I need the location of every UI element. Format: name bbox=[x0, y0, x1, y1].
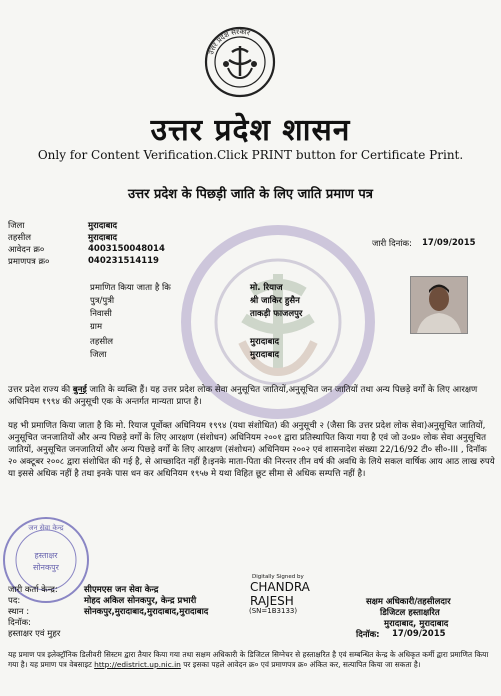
field-label-application-no: आवेदन क्र० bbox=[8, 245, 45, 255]
applicant-name: मो. रियाज bbox=[250, 283, 283, 293]
certify-intro: प्रमाणित किया जाता है कि bbox=[90, 283, 171, 293]
applicant-photo bbox=[410, 276, 468, 334]
footer-note bbox=[8, 650, 496, 670]
issue-date-label: जारी दिनांक: bbox=[372, 239, 412, 249]
label-tehsil-2: तहसील bbox=[90, 337, 114, 347]
field-value-tehsil: मुरादाबाद bbox=[88, 233, 118, 243]
para1-start: उत्तर प्रदेश राज्य की bbox=[8, 385, 71, 395]
field-label-district: जिला bbox=[8, 221, 25, 231]
signature-seal-label: हस्ताक्षर एवं मुहर bbox=[8, 629, 61, 639]
signer-name-first: CHANDRA bbox=[250, 580, 310, 594]
field-label-certificate-no: प्रमाणपत्र क्र० bbox=[8, 257, 50, 267]
authority-title: सक्षम अधिकारी/तहसीलदार bbox=[366, 597, 451, 607]
footer-url[interactable]: http://edistrict.up.nic.in bbox=[94, 660, 181, 669]
person-photo-icon bbox=[411, 277, 467, 333]
field-value-application-no: 4003150048014 bbox=[88, 244, 165, 254]
place-value: सोनकपुर,मुरादाबाद,मुरादाबाद,मुरादाबाद bbox=[84, 607, 209, 617]
emblem-text: उत्तर प्रदेश सरकार bbox=[207, 27, 251, 56]
body-paragraph-1 bbox=[8, 384, 496, 408]
field-value-certificate-no: 040231514119 bbox=[88, 256, 159, 266]
body-paragraph-2: यह भी प्रमाणित किया जाता है कि मो. रियाज पूर्वोक्त अधिनियम १९९४ (यथा संशोधित) की अनुसूची २ (जैसा कि उत्तर प्रदेश लोक सेवा)अनुसूचित जातियों, अनुसूचित जनजातियों और अन्य पिछड़े वर्गों के लिए आरक्षण (संशोधन) अधिनियम २००१ द्वारा प्रतिस्थापित किया गया है एवं जो उ०प्र० लोक सेवा अनुसूचित जातियों, अनुसूचित जनजातियों और अन्य पिछड़े वर्गों के लिए आरक्षण (संशोधन) अधिनियम २००२ एवं शासनादेश संख्या 22/16/92 टी० सी०-III , दिनॉक २० अक्टूबर २००८ द्वारा संशोधित की गई है, से आच्छादित नहीं है।इनके माता-पिता की निरन्तर तीन वर्ष की अवधि के लिये सकल वार्षिक आय आठ लाख रुपये या इससे अधिक नहीं है तथा इनके पास धन कर अधिनियम १९५७ मे यथा विहित छूट सीमा से अधिक सम्पत्ति नहीं है। bbox=[8, 421, 495, 480]
issuer-label: जारी कर्ता केन्द्र: bbox=[8, 585, 58, 595]
digital-signature-caption: Digitally Signed by bbox=[252, 574, 304, 580]
stamp-line2: हस्ताक्षर bbox=[34, 551, 58, 560]
place-label: स्थान : bbox=[8, 607, 30, 617]
up-government-emblem-icon bbox=[202, 24, 278, 100]
issuer-date-label: दिनॉक: bbox=[8, 618, 32, 628]
field-value-district: मुरादाबाद bbox=[88, 221, 118, 231]
authority-digital: डिजिटल हस्ताक्षरित bbox=[380, 608, 440, 618]
value-tehsil-2: मुरादाबाद bbox=[250, 337, 280, 347]
post-value: मोहद अकिल सोनकपुर, केन्द्र प्रभारी bbox=[84, 596, 197, 606]
footer-line1: यह प्रमाण पत्र इलेक्ट्रॉनिक डिलीवरी सिस्टम द्वारा तैयार किया गया तथा सक्षम अधिकारी के डिजिटल सिग्नेचर से हस्ताक्षरित है एवं सम्बन्धित केन्द्र के अधिकृत कर्मी द्वारा प्रमाणित किया गया है। यह प्रमाण पत्र वेबसाइट bbox=[8, 650, 489, 669]
post-label: पद: bbox=[8, 596, 21, 606]
authority-date-value: 17/09/2015 bbox=[392, 629, 446, 639]
footer-line2: पर इसका पहले आवेदन क्र० एवं प्रमाणपत्र क्र० अंकित कर, सत्यापित किया जा सकता है। bbox=[183, 660, 421, 669]
authority-place: मुरादाबाद, मुरादाबाद bbox=[384, 619, 449, 629]
caste-name: बुनई bbox=[72, 385, 87, 395]
stamp-line3: सोनकपुर bbox=[33, 563, 59, 572]
label-residence: निवासी bbox=[90, 309, 112, 319]
label-district-2: जिला bbox=[90, 350, 107, 360]
issuer-value: सीएमएस जन सेवा केन्द्र bbox=[84, 585, 159, 595]
signer-serial: (SN=1B3133) bbox=[249, 607, 298, 615]
authority-date-label: दिनॉक: bbox=[356, 630, 380, 640]
label-village: ग्राम bbox=[90, 322, 103, 332]
signer-name-last: RAJESH bbox=[250, 594, 294, 608]
value-district-2: मुरादाबाद bbox=[250, 350, 280, 360]
label-parent: पुत्र/पुत्री bbox=[90, 296, 115, 306]
stamp-line1: जन सेवा केन्द्र bbox=[28, 524, 64, 532]
value-residence: ताकड़ी फाजलपुर bbox=[250, 309, 303, 319]
para1-rest: जाति के व्यक्ति हैं। यह उत्तर प्रदेश लोक सेवा अनुसूचित जातियों,अनुसूचित जन जातियों तथा अन्य पिछड़े वर्गों के लिए आरक्षण अधिनियम १९९४ की अनुसूची एक के अन्तर्गत मान्यता प्राप्त है। bbox=[8, 385, 478, 408]
value-parent: श्री जाकिर हुसैन bbox=[250, 296, 300, 306]
verification-note: Only for Content Verification.Click PRINT button for Certificate Print. bbox=[37, 148, 464, 162]
field-label-tehsil: तहसील bbox=[8, 233, 32, 243]
issue-date-value: 17/09/2015 bbox=[422, 238, 476, 248]
page-title: उत्तर प्रदेश शासन bbox=[150, 113, 351, 148]
certificate-heading: उत्तर प्रदेश के पिछड़ी जाति के लिए जाति प्रमाण पत्र bbox=[128, 187, 373, 202]
